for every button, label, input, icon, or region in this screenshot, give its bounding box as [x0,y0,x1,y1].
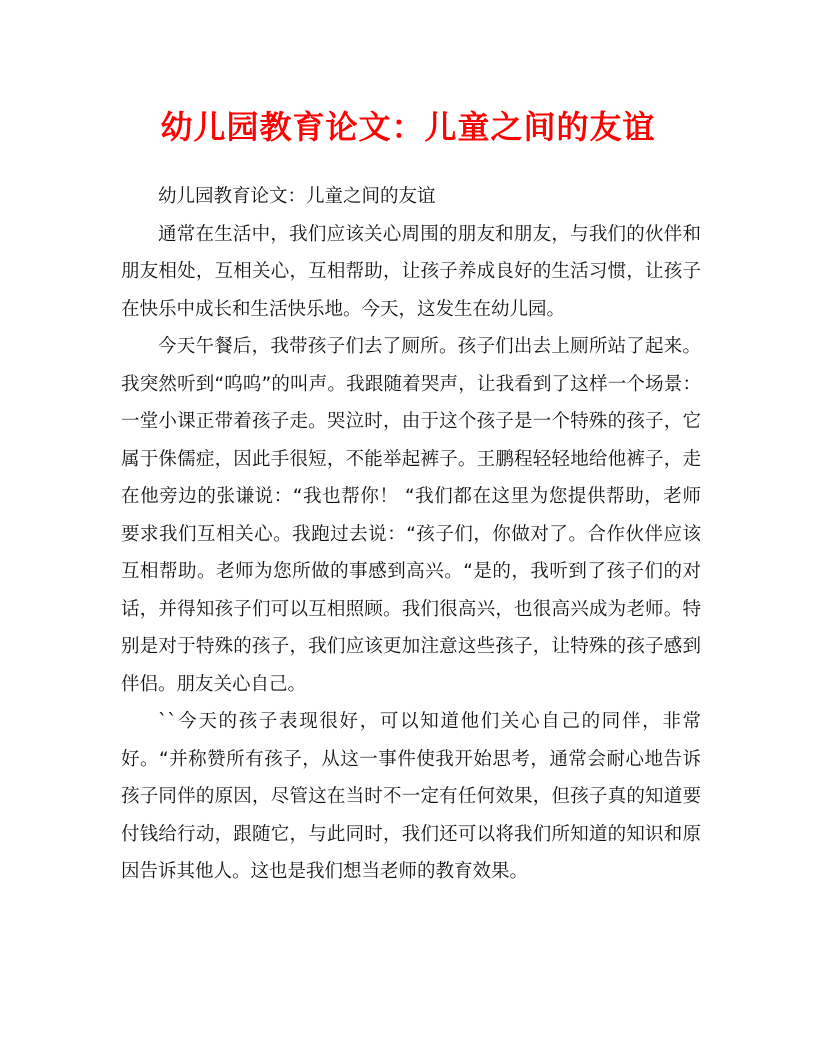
paragraph-1: 通常在生活中，我们应该关心周围的朋友和朋友，与我们的伙伴和朋友相处，互相关心，互相帮助，让孩子养成良好的生活习惯，让孩子在快乐中成长和生活快乐地。今天，这发生在幼儿园。 [121,223,701,320]
paragraph-2: 今天午餐后，我带孩子们去了厕所。孩子们出去上厕所站了起来。我突然听到“呜呜”的叫声。我跟随着哭声，让我看到了这样一个场景：一堂小课正带着孩子走。哭泣时，由于这个孩子是一个特殊的孩子，它属于侏儒症，因此手很短，不能举起裤子。王鹏程轻轻地给他裤子，走在他旁边的张谦说：“我也帮你！ “我们都在这里为您提供帮助，老师要求我们互相关心。我跑过去说：“孩子们，你做对了。合作伙伴应该互相帮助。老师为您所做的事感到高兴。“是的，我听到了孩子们的对话，并得知孩子们可以互相照顾。我们很高兴，也很高兴成为老师。特别是对于特殊的孩子，我们应该更加注意这些孩子，让特殊的孩子感到伴侣。朋友关心自己。 [121,336,701,695]
page-title: 幼儿园教育论文：儿童之间的友谊 [160,108,656,146]
document-body [121,178,701,891]
document-subtitle: 幼儿园教育论文：儿童之间的友谊 [158,186,436,207]
paragraph-3: ``今天的孩子表现很好，可以知道他们关心自己的同伴，非常好。“并称赞所有孩子，从这一事件使我开始思考，通常会耐心地告诉孩子同伴的原因，尽管这在当时不一定有任何效果，但孩子真的知道要付钱给行动，跟随它，与此同时，我们还可以将我们所知道的知识和原因告诉其他人。这也是我们想当老师的教育效果。 [121,711,701,882]
